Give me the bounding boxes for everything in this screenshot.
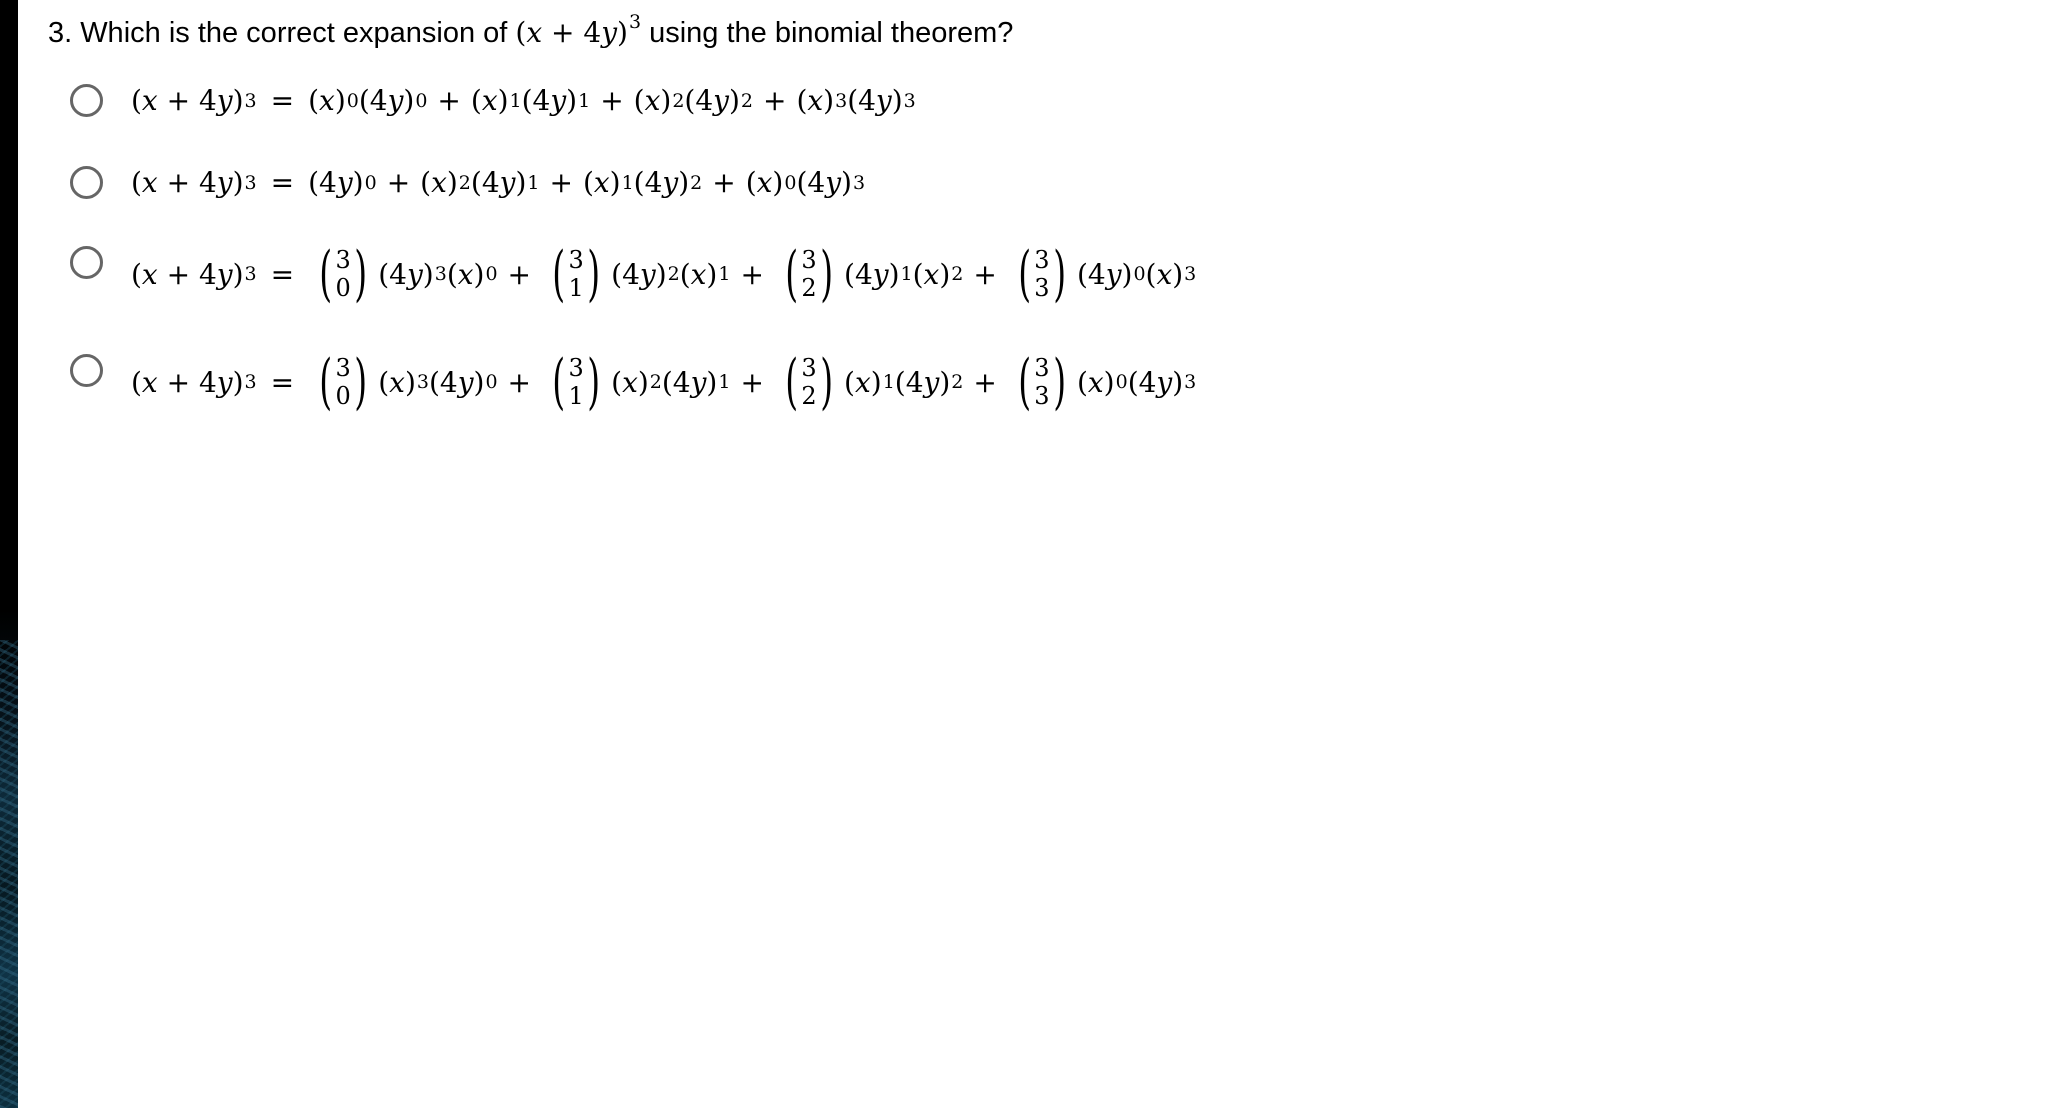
option-d-lhs-base: (𝑥 + 4𝑦) <box>131 365 244 399</box>
option-c-expression: (𝑥 + 4𝑦) 3 = ( 3 0 ) (4𝑦) 3 (𝑥) 0 + ( 3 1 ) (4𝑦) 2 (𝑥) 1 + ( 3 2 ) (4𝑦) 1 (𝑥) 2 + ( 3 3 ) (4𝑦) 0 (𝑥) 3 <box>131 239 1197 309</box>
option-c-term3-factor1: (4𝑦) <box>844 257 900 291</box>
option-b-expression: (𝑥 + 4𝑦) 3 = (4𝑦) 0 + (𝑥) 2 (4𝑦) 1 + (𝑥) 1 (4𝑦) 2 + (𝑥) 0 (4𝑦) 3 <box>131 166 866 199</box>
option-c-term1-factor1: (4𝑦) <box>378 257 434 291</box>
option-d-term3-factor1: (𝑥) <box>844 365 882 399</box>
binomial-coefficient: ( 3 0 ) <box>319 239 367 309</box>
option-a-term2-factor1: (𝑥) <box>470 84 509 117</box>
option-c-term1-factor2: (𝑥) <box>446 257 485 291</box>
question-text-after: using the binomial theorem? <box>649 17 1014 49</box>
option-a-term2-factor2: (4𝑦) <box>521 84 578 117</box>
radio-circle-icon[interactable] <box>70 166 103 199</box>
option-d-term1-factor2: (4𝑦) <box>428 365 485 399</box>
plus-sign: + <box>973 257 997 291</box>
option-b-term2-factor1: (𝑥) <box>420 166 458 199</box>
option-c-term3-factor2: (𝑥) <box>912 257 951 291</box>
plus-sign: + <box>740 257 764 291</box>
option-a-term4-factor1: (𝑥) <box>796 84 835 117</box>
binomial-k: 0 <box>335 274 351 302</box>
binomial-coefficient: ( 3 3 ) <box>1018 239 1066 309</box>
binomial-k: 3 <box>1034 382 1050 410</box>
equals-sign: = <box>270 257 295 291</box>
plus-sign: + <box>712 166 736 199</box>
plus-sign: + <box>762 84 787 117</box>
answer-option-a[interactable] <box>70 84 916 117</box>
binomial-n: 3 <box>335 354 351 382</box>
binomial-coefficient: ( 3 2 ) <box>785 347 833 417</box>
radio-circle-icon[interactable] <box>70 354 103 387</box>
option-a-lhs-base: (𝑥 + 4𝑦) <box>131 84 244 117</box>
option-b-term4-factor2: (4𝑦) <box>796 166 852 199</box>
binomial-n: 3 <box>801 246 817 274</box>
option-a-term3-factor2: (4𝑦) <box>684 84 740 117</box>
plus-sign: + <box>507 365 532 399</box>
option-b-term3-factor1: (𝑥) <box>582 166 621 199</box>
answer-option-c[interactable] <box>70 239 1197 309</box>
binomial-k: 1 <box>568 382 584 410</box>
binomial-coefficient: ( 3 2 ) <box>785 239 833 309</box>
radio-circle-icon[interactable] <box>70 84 103 117</box>
plus-sign: + <box>386 166 411 199</box>
option-d-term1-factor1: (𝑥) <box>378 365 416 399</box>
binomial-n: 3 <box>1034 354 1050 382</box>
option-a-expression: (𝑥 + 4𝑦) 3 = (𝑥) 0 (4𝑦) 0 + (𝑥) 1 (4𝑦) 1 + (𝑥) 2 (4𝑦) 2 + (𝑥) 3 (4𝑦) 3 <box>131 84 916 117</box>
option-c-term2-factor1: (4𝑦) <box>611 257 667 291</box>
plus-sign: + <box>507 257 532 291</box>
binomial-n: 3 <box>801 354 817 382</box>
option-a-term1-factor2: (4𝑦) <box>358 84 415 117</box>
question-number: 3. <box>48 17 73 49</box>
option-d-term2-factor2: (4𝑦) <box>661 365 718 399</box>
plus-sign: + <box>437 84 461 117</box>
option-d-term4-factor1: (𝑥) <box>1076 365 1115 399</box>
question-text-before: Which is the correct expansion of <box>80 17 508 49</box>
question-expression-exponent: 3 <box>628 10 642 33</box>
option-d-term3-factor2: (4𝑦) <box>894 365 951 399</box>
binomial-coefficient: ( 3 1 ) <box>552 239 600 309</box>
question-expression <box>515 10 642 49</box>
plus-sign: + <box>549 166 573 199</box>
question-expression-base: (𝑥 + 4𝑦) <box>515 16 628 49</box>
option-b-term1-factor1: (4𝑦) <box>308 166 364 199</box>
option-b-lhs-base: (𝑥 + 4𝑦) <box>131 166 244 199</box>
option-c-term2-factor2: (𝑥) <box>679 257 718 291</box>
left-edge-background <box>0 0 18 1108</box>
binomial-coefficient: ( 3 1 ) <box>552 347 600 417</box>
binomial-n: 3 <box>568 354 584 382</box>
option-d-expression: (𝑥 + 4𝑦) 3 = ( 3 0 ) (𝑥) 3 (4𝑦) 0 + ( 3 1 ) (𝑥) 2 (4𝑦) 1 + ( 3 2 ) (𝑥) 1 (4𝑦) 2 + ( 3 3 ) (𝑥) 0 (4𝑦) 3 <box>131 347 1197 417</box>
equals-sign: = <box>270 84 295 117</box>
plus-sign: + <box>600 84 624 117</box>
binomial-k: 3 <box>1034 274 1050 302</box>
option-c-term4-factor2: (𝑥) <box>1145 257 1184 291</box>
answer-option-d[interactable] <box>70 347 1197 417</box>
option-b-term3-factor2: (4𝑦) <box>633 166 690 199</box>
equals-sign: = <box>270 166 295 199</box>
option-a-term4-factor2: (4𝑦) <box>847 84 903 117</box>
binomial-coefficient: ( 3 0 ) <box>319 347 367 417</box>
option-d-term2-factor1: (𝑥) <box>611 365 649 399</box>
equals-sign: = <box>270 365 295 399</box>
option-c-lhs-base: (𝑥 + 4𝑦) <box>131 257 244 291</box>
radio-circle-icon[interactable] <box>70 246 103 279</box>
binomial-k: 0 <box>335 382 351 410</box>
binomial-n: 3 <box>1034 246 1050 274</box>
option-b-term2-factor2: (4𝑦) <box>470 166 527 199</box>
binomial-coefficient: ( 3 3 ) <box>1018 347 1066 417</box>
option-b-term4-factor1: (𝑥) <box>745 166 784 199</box>
option-d-term4-factor2: (4𝑦) <box>1127 365 1184 399</box>
binomial-k: 2 <box>801 382 817 410</box>
option-c-term4-factor1: (4𝑦) <box>1076 257 1133 291</box>
question-prompt <box>48 12 1013 54</box>
option-a-term3-factor1: (𝑥) <box>633 84 672 117</box>
binomial-k: 1 <box>568 274 584 302</box>
plus-sign: + <box>973 365 997 399</box>
binomial-n: 3 <box>335 246 351 274</box>
answer-option-b[interactable] <box>70 166 865 199</box>
option-a-term1-factor1: (𝑥) <box>308 84 346 117</box>
binomial-n: 3 <box>568 246 584 274</box>
binomial-k: 2 <box>801 274 817 302</box>
plus-sign: + <box>740 365 764 399</box>
